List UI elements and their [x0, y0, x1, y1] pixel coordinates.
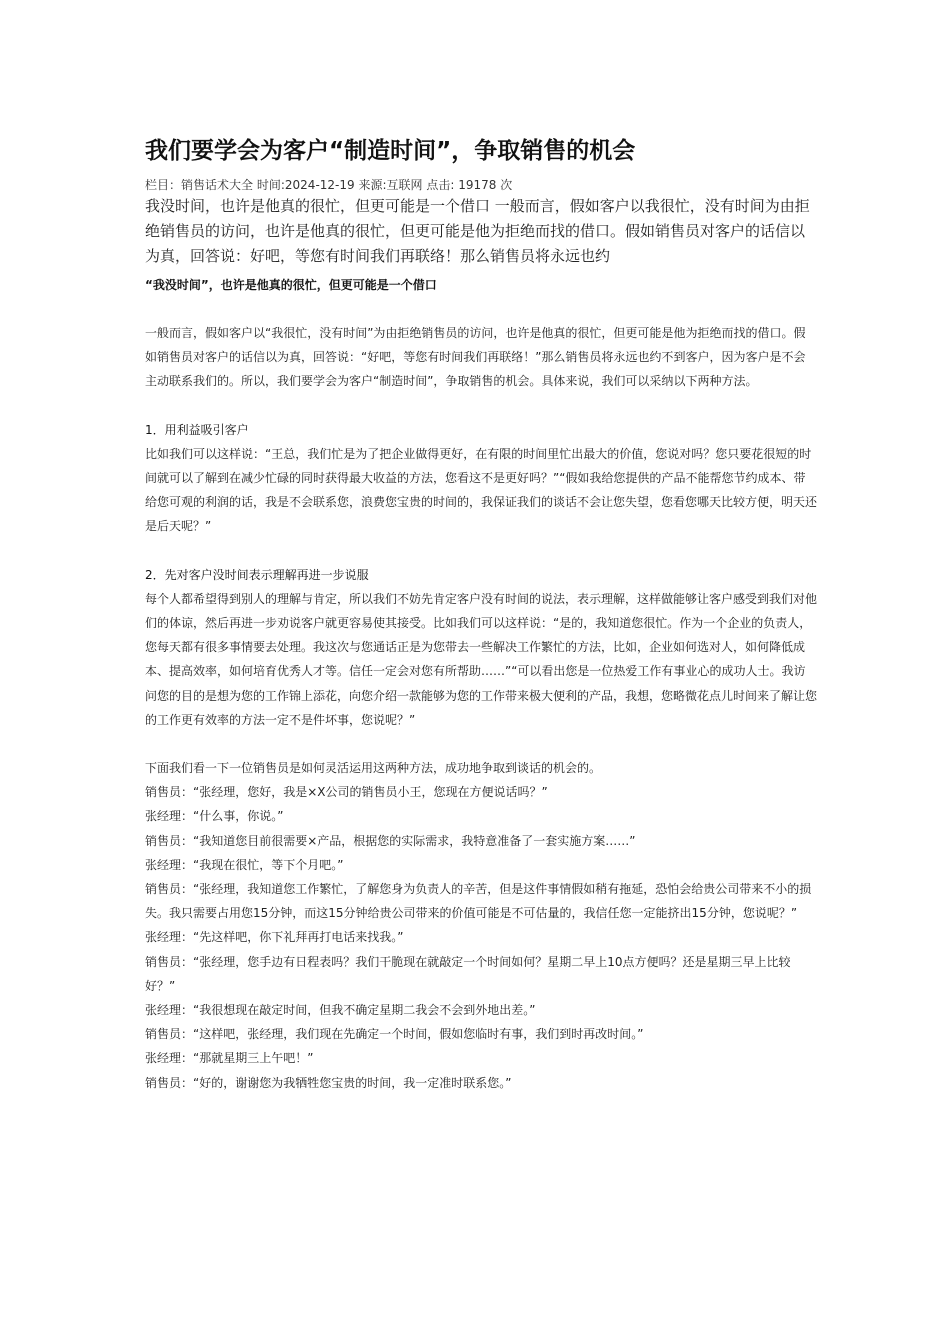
spacer: [145, 394, 817, 418]
dialogue-line: 销售员：“张经理，您好，我是×X公司的销售员小王，您现在方便说话吗？”: [145, 785, 548, 800]
dialogue-line: 销售员：“张经理，您手边有日程表吗？我们干脆现在就敲定一个时间如何？星期二早上10点方便吗？还是星期三早上比较好？”: [145, 954, 791, 993]
page-title: 我们要学会为客户“制造时间”，争取销售的机会: [145, 138, 636, 164]
time-value: 2024-12-19: [284, 178, 355, 192]
dialogue-line: 张经理：“我很想现在敲定时间，但我不确定星期二我会不会到外地出差。”: [145, 1003, 536, 1018]
spacer: [145, 297, 817, 321]
dialogue-line: 张经理：“先这样吧，你下礼拜再打电话来找我。”: [145, 930, 404, 945]
spacer: [145, 539, 817, 563]
source-value: 互联网: [386, 178, 423, 192]
spacer: [145, 732, 817, 756]
time-label: 时间:: [256, 178, 285, 192]
lead-heading: “我没时间”，也许是他真的很忙，但更可能是一个借口: [145, 278, 437, 292]
dialogue-line: 销售员：“我知道您目前很需要×产品，根据您的实际需求，我特意准备了一套实施方案……”: [145, 833, 636, 848]
dialogue-line: 销售员：“张经理，我知道您工作繁忙，了解您身为负责人的辛苦，但是这件事情假如稍有拖延，恐怕会给贵公司带来不小的损失。我只需要占用您15分钟，而这15分钟给贵公司带来的价值可能是不可估量的，我信任您一定能挤出15分钟，您说呢？”: [145, 882, 812, 921]
clicks-unit: 次: [500, 178, 513, 192]
article-meta: [145, 176, 817, 194]
clicks-label: 点击:: [426, 178, 455, 192]
column-label: 栏目：: [145, 178, 182, 192]
dialogue-line: 张经理：“什么事，你说。”: [145, 809, 284, 824]
dialogue: [145, 780, 817, 1095]
article: [145, 132, 817, 1095]
section-1-heading: 1．用利益吸引客户: [145, 422, 249, 437]
column-value: 销售话术大全: [181, 178, 254, 192]
intro-paragraph: 一般而言，假如客户以“我很忙，没有时间”为由拒绝销售员的访问，也许是他真的很忙，但更可能是他为拒绝而找的借口。假如销售员对客户的话信以为真，回答说：“好吧，等您有时间我们再联络！”那么销售员将永远也约不到客户，因为客户是不会主动联系我们的。所以，我们要学会为客户“制造时间”，争取销售的机会。具体来说，我们可以采纳以下两种方法。: [145, 326, 806, 389]
dialogue-line: 销售员：“好的，谢谢您为我牺牲您宝贵的时间，我一定准时联系您。”: [145, 1075, 512, 1090]
dialogue-line: 张经理：“我现在很忙，等下个月吧。”: [145, 857, 344, 872]
article-summary: 我没时间，也许是他真的很忙，但更可能是一个借口 一般而言，假如客户以我很忙，没有时间为由拒绝销售员的访问，也许是他真的很忙，但更可能是他为拒绝而找的借口。假如销售员对客户的话信以为真，回答说：好吧，等您有时间我们再联络！那么销售员将永远也约: [145, 197, 810, 265]
section-2-heading: 2．先对客户没时间表示理解再进一步说服: [145, 567, 369, 582]
clicks-value: 19178: [458, 178, 497, 192]
source-label: 来源:: [358, 178, 387, 192]
section-2-body: 每个人都希望得到别人的理解与肯定，所以我们不妨先肯定客户没有时间的说法，表示理解，这样做能够让客户感受到我们对他们的体谅，然后再进一步劝说客户就更容易使其接受。比如我们可以这样说：“是的，我知道您很忙。作为一个企业的负责人，您每天都有很多事情要去处理。我这次与您通话正是为您带去一些解决工作繁忙的方法，比如，企业如何选对人，如何降低成本、提高效率，如何培育优秀人才等。信任一定会对您有所帮助……”“可以看出您是一位热爱工作有事业心的成功人士。我访问您的目的是想为您的工作锦上添花，向您介绍一款能够为您的工作带来极大便利的产品，我想，您略微花点儿时间来了解让您的工作更有效率的方法一定不是件坏事，您说呢？”: [145, 591, 818, 727]
dialogue-line: 销售员：“这样吧，张经理，我们现在先确定一个时间，假如您临时有事，我们到时再改时间。”: [145, 1027, 644, 1042]
section-1-body: 比如我们可以这样说：“王总，我们忙是为了把企业做得更好，在有限的时间里忙出最大的价值，您说对吗？您只要花很短的时间就可以了解到在减少忙碌的同时获得最大收益的方法，您看这不是更好吗？”“假如我给您提供的产品不能帮您节约成本、带给您可观的利润的话，我是不会联系您，浪费您宝贵的时间的，我保证我们的谈话不会让您失望，您看您哪天比较方便，明天还是后天呢？”: [145, 446, 818, 534]
dialogue-line: 张经理：“那就星期三上午吧！”: [145, 1051, 314, 1066]
dialogue-intro: 下面我们看一下一位销售员是如何灵活运用这两种方法，成功地争取到谈话的机会的。: [145, 761, 602, 776]
